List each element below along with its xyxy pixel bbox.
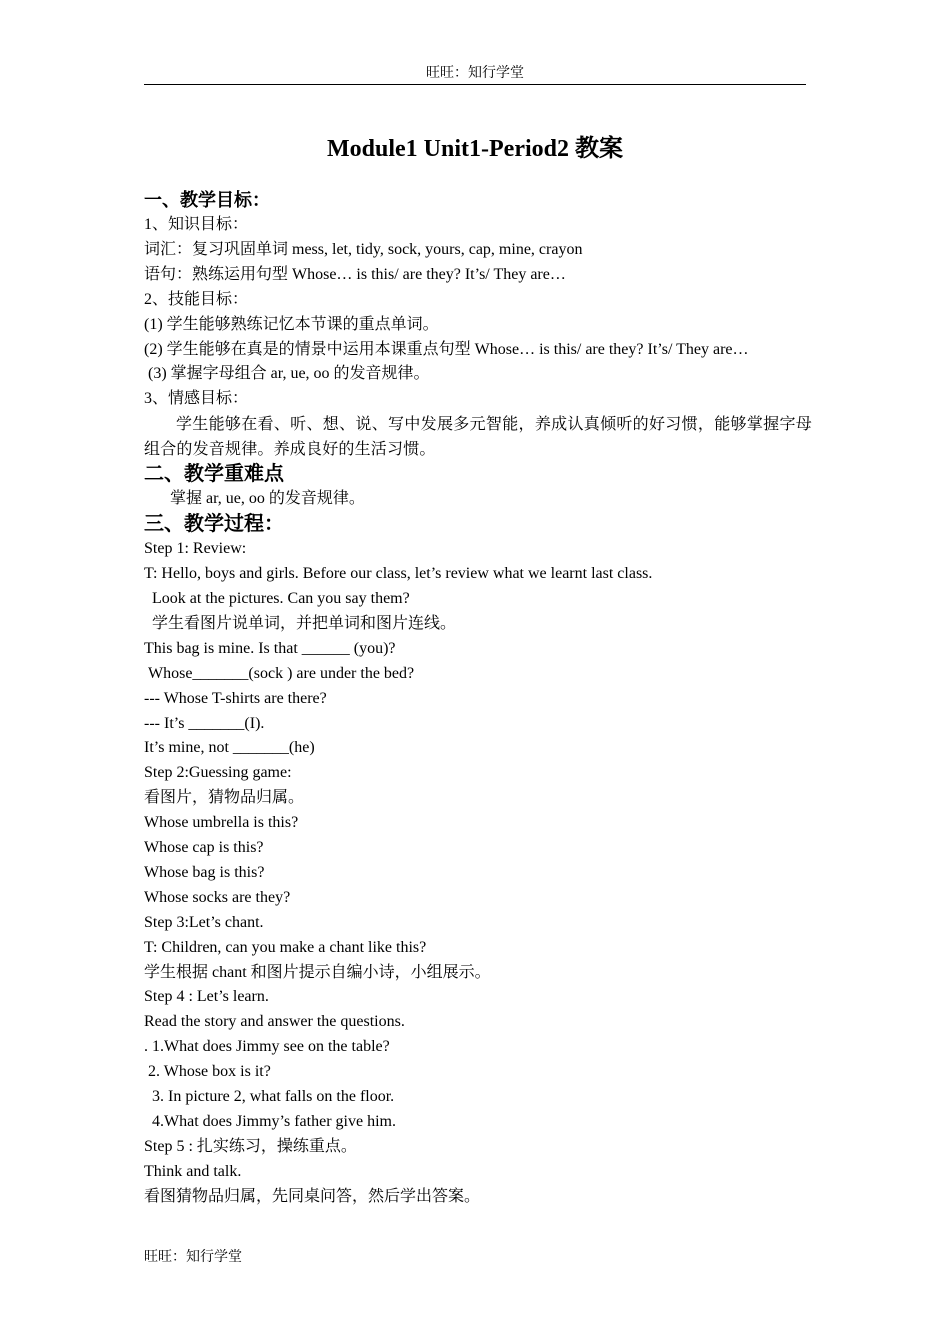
process-line: 学生根据 chant 和图片提示自编小诗，小组展示。 (144, 963, 491, 981)
process-line: Step 3:Let’s chant. (144, 913, 264, 931)
process-line: Whose umbrella is this? (144, 814, 299, 832)
process-line: Step 1: Review: (144, 540, 247, 558)
process-line: Step 5 : 扎实练习，操练重点。 (144, 1137, 357, 1155)
process-line: Whose_______(sock ) are under the bed? (148, 664, 415, 682)
skill-label: 2、技能目标： (144, 290, 249, 308)
page-header: 旺旺：知行学堂 (144, 64, 806, 85)
vocab-line: 词汇：复习巩固单词 mess, let, tidy, sock, yours, cap, mine, crayon (144, 240, 583, 258)
section-heading-objectives: 一、教学目标： (144, 190, 270, 210)
process-line: Look at the pictures. Can you say them? (152, 589, 410, 607)
section-heading-key-points: 二、教学重难点 (144, 463, 284, 486)
skill-item: (2) 学生能够在真是的情景中运用本课重点句型 Whose… is this/ are they? It’s/ They are… (144, 340, 749, 358)
process-line: Step 4 : Let’s learn. (144, 988, 269, 1006)
process-line: Step 2:Guessing game: (144, 764, 292, 782)
process-line: Whose cap is this? (144, 839, 264, 857)
skill-item: (1) 学生能够熟练记忆本节课的重点单词。 (144, 315, 439, 333)
process-line: Whose bag is this? (144, 863, 265, 881)
process-line: Think and talk. (144, 1162, 242, 1180)
key-points-text: 掌握 ar, ue, oo 的发音规律。 (170, 490, 365, 508)
process-line: 看图猜物品归属，先同桌问答，然后学出答案。 (144, 1187, 481, 1205)
process-line: 4.What does Jimmy’s father give him. (152, 1113, 396, 1130)
process-line: . 1.What does Jimmy see on the table? (144, 1038, 390, 1056)
process-line: --- It’s _______(I). (144, 714, 265, 732)
sentence-line: 语句：熟练运用句型 Whose… is this/ are they? It’s/ They are… (144, 265, 566, 283)
process-line: Whose socks are they? (144, 888, 291, 906)
process-line: 3. In picture 2, what falls on the floor. (152, 1088, 395, 1106)
process-line: 学生看图片说单词，并把单词和图片连线。 (152, 614, 457, 632)
section-heading-process: 三、教学过程： (144, 513, 284, 536)
emotion-label: 3、情感目标： (144, 390, 249, 408)
document-body (144, 187, 812, 1210)
document-title: Module1 Unit1-Period2 教案 (327, 136, 623, 162)
knowledge-label: 1、知识目标： (144, 216, 249, 233)
page-footer: 旺旺：知行学堂 (144, 1250, 242, 1265)
process-line: 看图片，猜物品归属。 (144, 789, 305, 807)
process-line: 2. Whose box is it? (148, 1063, 271, 1081)
skill-item: (3) 掌握字母组合 ar, ue, oo 的发音规律。 (144, 365, 430, 383)
process-line: It’s mine, not _______(he) (144, 739, 315, 757)
process-line: T: Children, can you make a chant like this? (144, 938, 427, 956)
emotion-paragraph: 学生能够在看、听、想、说、写中发展多元智能，养成认真倾听的好习惯，能够掌握字母组合的发音规律。养成良好的生活习惯。 (144, 416, 812, 459)
process-line: --- Whose T-shirts are there? (144, 689, 327, 707)
process-line: T: Hello, boys and girls. Before our class, let’s review what we learnt last class. (144, 565, 653, 583)
process-line: Read the story and answer the questions. (144, 1013, 405, 1031)
process-line: This bag is mine. Is that ______ (you)? (144, 639, 396, 657)
